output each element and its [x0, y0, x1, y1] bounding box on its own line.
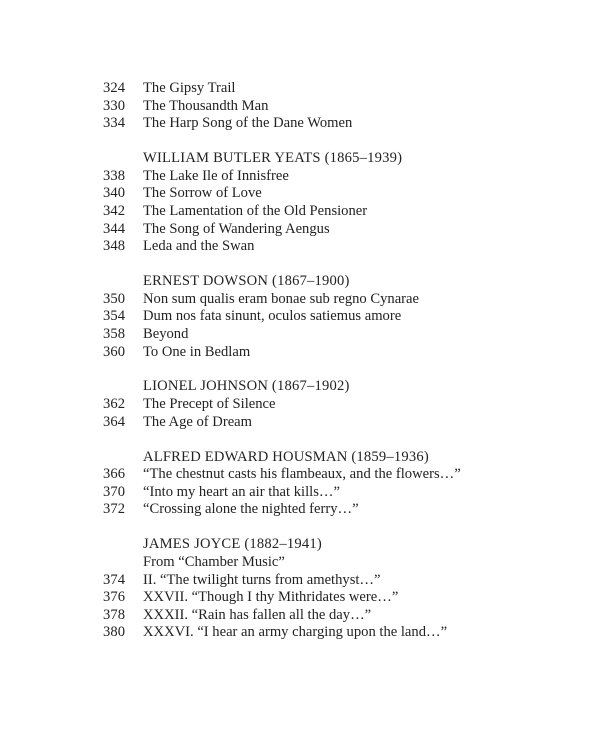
poem-title: Leda and the Swan: [143, 238, 255, 255]
toc-section: [103, 150, 573, 256]
poem-title: The Harp Song of the Dane Women: [143, 115, 353, 132]
toc-entry: [103, 572, 573, 590]
toc-entry: [103, 168, 573, 186]
toc-entry: [103, 624, 573, 642]
toc-entry: [103, 98, 573, 116]
author-heading: LIONEL JOHNSON (1867–1902): [143, 378, 350, 395]
page-number: 374: [103, 571, 126, 588]
toc-section: [103, 449, 573, 519]
poem-title: The Precept of Silence: [143, 396, 276, 413]
poem-title: XXXVI. “I hear an army charging upon the land…”: [143, 624, 448, 641]
poem-title: “Into my heart an air that kills…”: [143, 483, 340, 500]
page-number: 354: [103, 308, 126, 325]
toc-entry: [103, 80, 573, 98]
poem-title: Dum nos fata sinunt, oculos satiemus amore: [143, 308, 402, 325]
table-of-contents: [103, 80, 573, 659]
toc-entry: [103, 291, 573, 309]
page-number: 378: [103, 606, 126, 623]
page-number: 342: [103, 202, 126, 219]
page-number: 334: [103, 115, 126, 132]
poem-title: The Song of Wandering Aengus: [143, 220, 330, 237]
page-number: 372: [103, 501, 126, 518]
toc-entry: [103, 466, 573, 484]
page-number: 366: [103, 466, 126, 483]
poem-title: II. “The twilight turns from amethyst…”: [143, 571, 381, 588]
toc-entry: [103, 484, 573, 502]
toc-entry: [103, 414, 573, 432]
poem-title: “Crossing alone the nighted ferry…”: [143, 501, 359, 518]
poem-title: Non sum qualis eram bonae sub regno Cynarae: [143, 290, 419, 307]
toc-entry: [103, 221, 573, 239]
poem-title: The Gipsy Trail: [143, 80, 236, 96]
page-number: 344: [103, 220, 126, 237]
poem-title: XXVII. “Though I thy Mithridates were…”: [143, 589, 399, 606]
toc-entry: [103, 308, 573, 326]
toc-section: [103, 273, 573, 361]
poem-title: The Lamentation of the Old Pensioner: [143, 202, 368, 219]
page-number: 380: [103, 624, 126, 641]
poem-title: To One in Bedlam: [143, 343, 251, 360]
page-number: 358: [103, 325, 126, 342]
poem-title: The Sorrow of Love: [143, 185, 262, 202]
toc-section: [103, 80, 573, 133]
author-heading: ALFRED EDWARD HOUSMAN (1859–1936): [143, 448, 429, 465]
page-number: 338: [103, 167, 126, 184]
page-number: 348: [103, 238, 126, 255]
page-number: 360: [103, 343, 126, 360]
collection-subheading: From “Chamber Music”: [143, 554, 285, 571]
toc-entry: [103, 185, 573, 203]
toc-entry: [103, 396, 573, 414]
page-number: 376: [103, 589, 126, 606]
toc-entry: [103, 344, 573, 362]
toc-section: [103, 536, 573, 642]
poem-title: Beyond: [143, 325, 189, 342]
author-heading: WILLIAM BUTLER YEATS (1865–1939): [143, 150, 403, 167]
poem-title: The Thousandth Man: [143, 97, 269, 114]
toc-entry: [103, 115, 573, 133]
page-number: 364: [103, 413, 126, 430]
toc-entry: [103, 589, 573, 607]
page-number: 324: [103, 80, 126, 96]
page-number: 350: [103, 290, 126, 307]
toc-entry: [103, 501, 573, 519]
toc-entry: [103, 203, 573, 221]
author-heading: JAMES JOYCE (1882–1941): [143, 536, 322, 553]
poem-title: “The chestnut casts his flambeaux, and the flowers…”: [143, 466, 461, 483]
author-heading: ERNEST DOWSON (1867–1900): [143, 273, 350, 290]
toc-entry: [103, 238, 573, 256]
page-number: 340: [103, 185, 126, 202]
toc-section: [103, 378, 573, 431]
poem-title: The Age of Dream: [143, 413, 253, 430]
page-number: 330: [103, 97, 126, 114]
poem-title: XXXII. “Rain has fallen all the day…”: [143, 606, 372, 623]
poem-title: The Lake Ile of Innisfree: [143, 167, 289, 184]
page-number: 370: [103, 483, 126, 500]
page-number: 362: [103, 396, 126, 413]
toc-entry: [103, 326, 573, 344]
toc-entry: [103, 607, 573, 625]
